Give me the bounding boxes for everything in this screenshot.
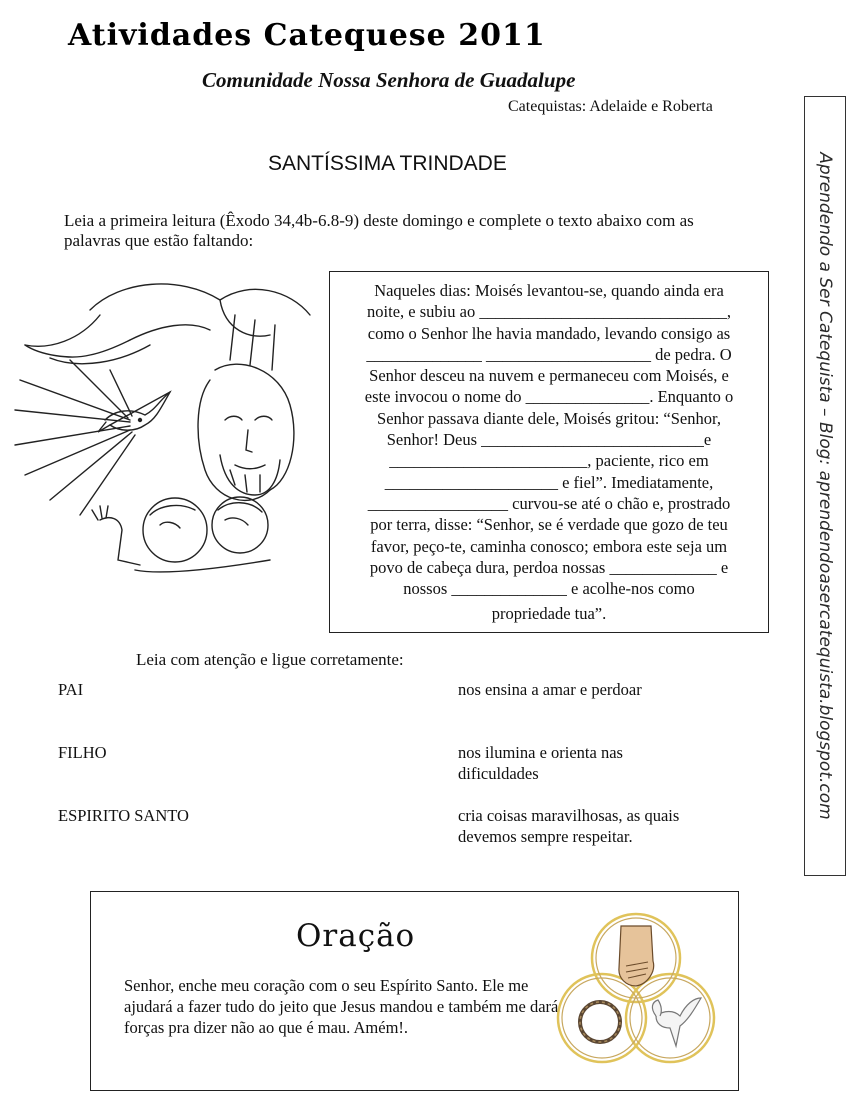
reading-line: Naqueles dias: Moisés levantou-se, quando ainda era bbox=[374, 281, 724, 300]
catechists-names: Catequistas: Adelaide e Roberta bbox=[508, 98, 713, 115]
match-left-item: PAI bbox=[58, 680, 84, 699]
reading-line: Senhor desceu na nuvem e permaneceu com Moisés, e bbox=[369, 366, 729, 386]
reading-line: este invocou o nome do _______________. Enquanto o bbox=[364, 387, 734, 407]
side-banner-text: Aprendendo a Ser Catequista – Blog: aprendendoasercatequista.blogspot.com bbox=[815, 152, 835, 820]
reading-line: _____________________ e fiel”. Imediatamente, bbox=[384, 472, 714, 492]
match-left-item: ESPIRITO SANTO bbox=[58, 806, 189, 825]
side-banner bbox=[804, 96, 846, 876]
reading-line: Senhor passava diante dele, Moisés gritou: “Senhor, bbox=[377, 408, 721, 428]
reading-line: nossos ______________ e acolhe-nos como bbox=[403, 579, 695, 599]
reading-line: ________________________, paciente, rico em bbox=[389, 451, 709, 471]
reading-line: ______________ ____________________ de pedra. O bbox=[366, 344, 732, 364]
community-name: Comunidade Nossa Senhora de Guadalupe bbox=[202, 68, 576, 92]
reading-line: Senhor! Deus ___________________________e bbox=[386, 430, 712, 450]
reading-line: por terra, disse: “Senhor, se é verdade que gozo de teu bbox=[370, 515, 728, 535]
match-right-item: cria coisas maravilhosas, as quais devemos sempre respeitar. bbox=[458, 806, 680, 846]
section-heading: SANTÍSSIMA TRINDADE bbox=[268, 152, 507, 175]
prayer-title: Oração bbox=[296, 918, 416, 954]
trinity-illustration bbox=[10, 270, 320, 580]
match-right-item: nos ensina a amar e perdoar bbox=[458, 680, 642, 699]
reading-line: como o Senhor lhe havia mandado, levando consigo as bbox=[367, 323, 731, 343]
prayer-text: Senhor, enche meu coração com o seu Espírito Santo. Ele me ajudará a fazer tudo do jeito que Jesus mandou e também me dará forças pra dizer não ao que é mau. Amém!. bbox=[124, 976, 559, 1037]
page-title: Atividades Catequese 2011 bbox=[68, 18, 546, 53]
trinity-symbol-icon bbox=[556, 906, 716, 1076]
match-left-item: FILHO bbox=[58, 743, 107, 762]
reading-line: favor, peço-te, caminha conosco; embora este seja um bbox=[370, 536, 728, 556]
matching-instruction: Leia com atenção e ligue corretamente: bbox=[136, 650, 404, 669]
reading-line: povo de cabeça dura, perdoa nossas _____________ e bbox=[369, 557, 729, 577]
reading-line: noite, e subiu ao ______________________________, bbox=[367, 302, 731, 322]
reading-line: propriedade tua”. bbox=[491, 604, 607, 624]
match-right-item: nos ilumina e orienta nas dificuldades bbox=[458, 743, 623, 783]
reading-line: _________________ curvou-se até o chão e, prostrado bbox=[367, 493, 731, 513]
reading-instruction: Leia a primeira leitura (Êxodo 34,4b-6.8-9) deste domingo e complete o texto abaixo com as palavras que estão faltando: bbox=[64, 211, 694, 250]
reading-fill-in-box bbox=[329, 271, 769, 633]
